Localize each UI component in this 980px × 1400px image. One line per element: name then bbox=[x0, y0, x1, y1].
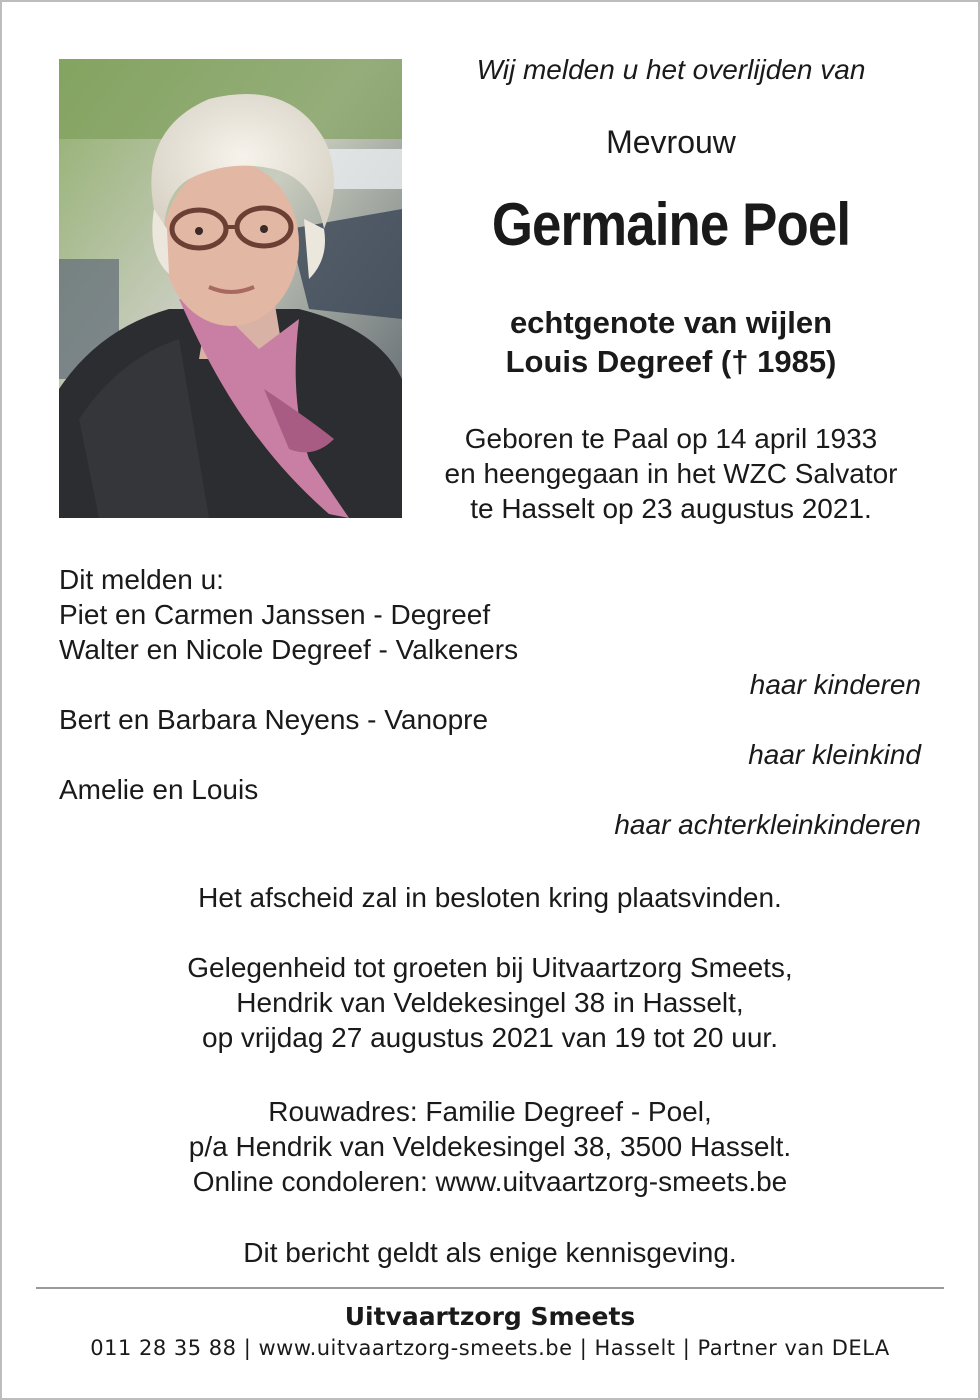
family-relation: haar kleinkind bbox=[748, 739, 921, 770]
funeral-home-name: Uitvaartzorg Smeets bbox=[344, 1302, 636, 1331]
family-member: Piet en Carmen Janssen - Degreef bbox=[59, 599, 491, 630]
footer-separator: | bbox=[579, 1336, 588, 1360]
visitation-line: op vrijdag 27 augustus 2021 van 19 tot 20 uur. bbox=[202, 1022, 778, 1053]
family-heading: Dit melden u: bbox=[59, 564, 224, 595]
born-line: te Hasselt op 23 augustus 2021. bbox=[470, 493, 872, 524]
intro-text: Wij melden u het overlijden van bbox=[476, 54, 866, 85]
salutation: Mevrouw bbox=[606, 124, 736, 160]
farewell-text: Het afscheid zal in besloten kring plaatsvinden. bbox=[198, 882, 782, 913]
visitation-line: Gelegenheid tot groeten bij Uitvaartzorg Smeets, bbox=[187, 952, 793, 983]
family-member: Bert en Barbara Neyens - Vanopre bbox=[59, 704, 489, 735]
notice-text: Dit bericht geldt als enige kennisgeving. bbox=[243, 1237, 737, 1268]
portrait-illustration bbox=[59, 59, 402, 518]
spouse-line-2: Louis Degreef († 1985) bbox=[505, 344, 837, 379]
family-relation: haar kinderen bbox=[749, 669, 921, 700]
address-line: Online condoleren: www.uitvaartzorg-smeets.be bbox=[192, 1166, 788, 1197]
birth-death-info bbox=[420, 421, 922, 526]
family-member: Amelie en Louis bbox=[59, 774, 259, 805]
address-line: Rouwadres: Familie Degreef - Poel, bbox=[268, 1096, 712, 1127]
deceased-name: Germaine Poel bbox=[491, 191, 851, 258]
portrait-photo bbox=[59, 59, 402, 518]
visitation-info bbox=[59, 950, 921, 1055]
footer-website-link[interactable]: www.uitvaartzorg-smeets.be bbox=[258, 1336, 573, 1360]
footer-city: Hasselt bbox=[594, 1336, 676, 1360]
footer-separator: | bbox=[682, 1336, 691, 1360]
visitation-line: Hendrik van Veldekesingel 38 in Hasselt, bbox=[236, 987, 744, 1018]
footer-contact bbox=[0, 1336, 980, 1360]
born-line: en heengegaan in het WZC Salvator bbox=[444, 458, 898, 489]
family-member: Walter en Nicole Degreef - Valkeners bbox=[59, 634, 519, 665]
footer-phone: 011 28 35 88 bbox=[90, 1336, 237, 1360]
footer-separator: | bbox=[243, 1336, 252, 1360]
address-line: p/a Hendrik van Veldekesingel 38, 3500 Hasselt. bbox=[188, 1131, 792, 1162]
spouse-info bbox=[420, 303, 922, 381]
address-info bbox=[59, 1094, 921, 1199]
family-section bbox=[59, 562, 921, 842]
born-line: Geboren te Paal op 14 april 1933 bbox=[464, 423, 878, 454]
footer-divider bbox=[36, 1287, 944, 1289]
family-relation: haar achterkleinkinderen bbox=[614, 809, 921, 840]
spouse-line-1: echtgenote van wijlen bbox=[509, 305, 833, 340]
footer-partner: Partner van DELA bbox=[697, 1336, 890, 1360]
